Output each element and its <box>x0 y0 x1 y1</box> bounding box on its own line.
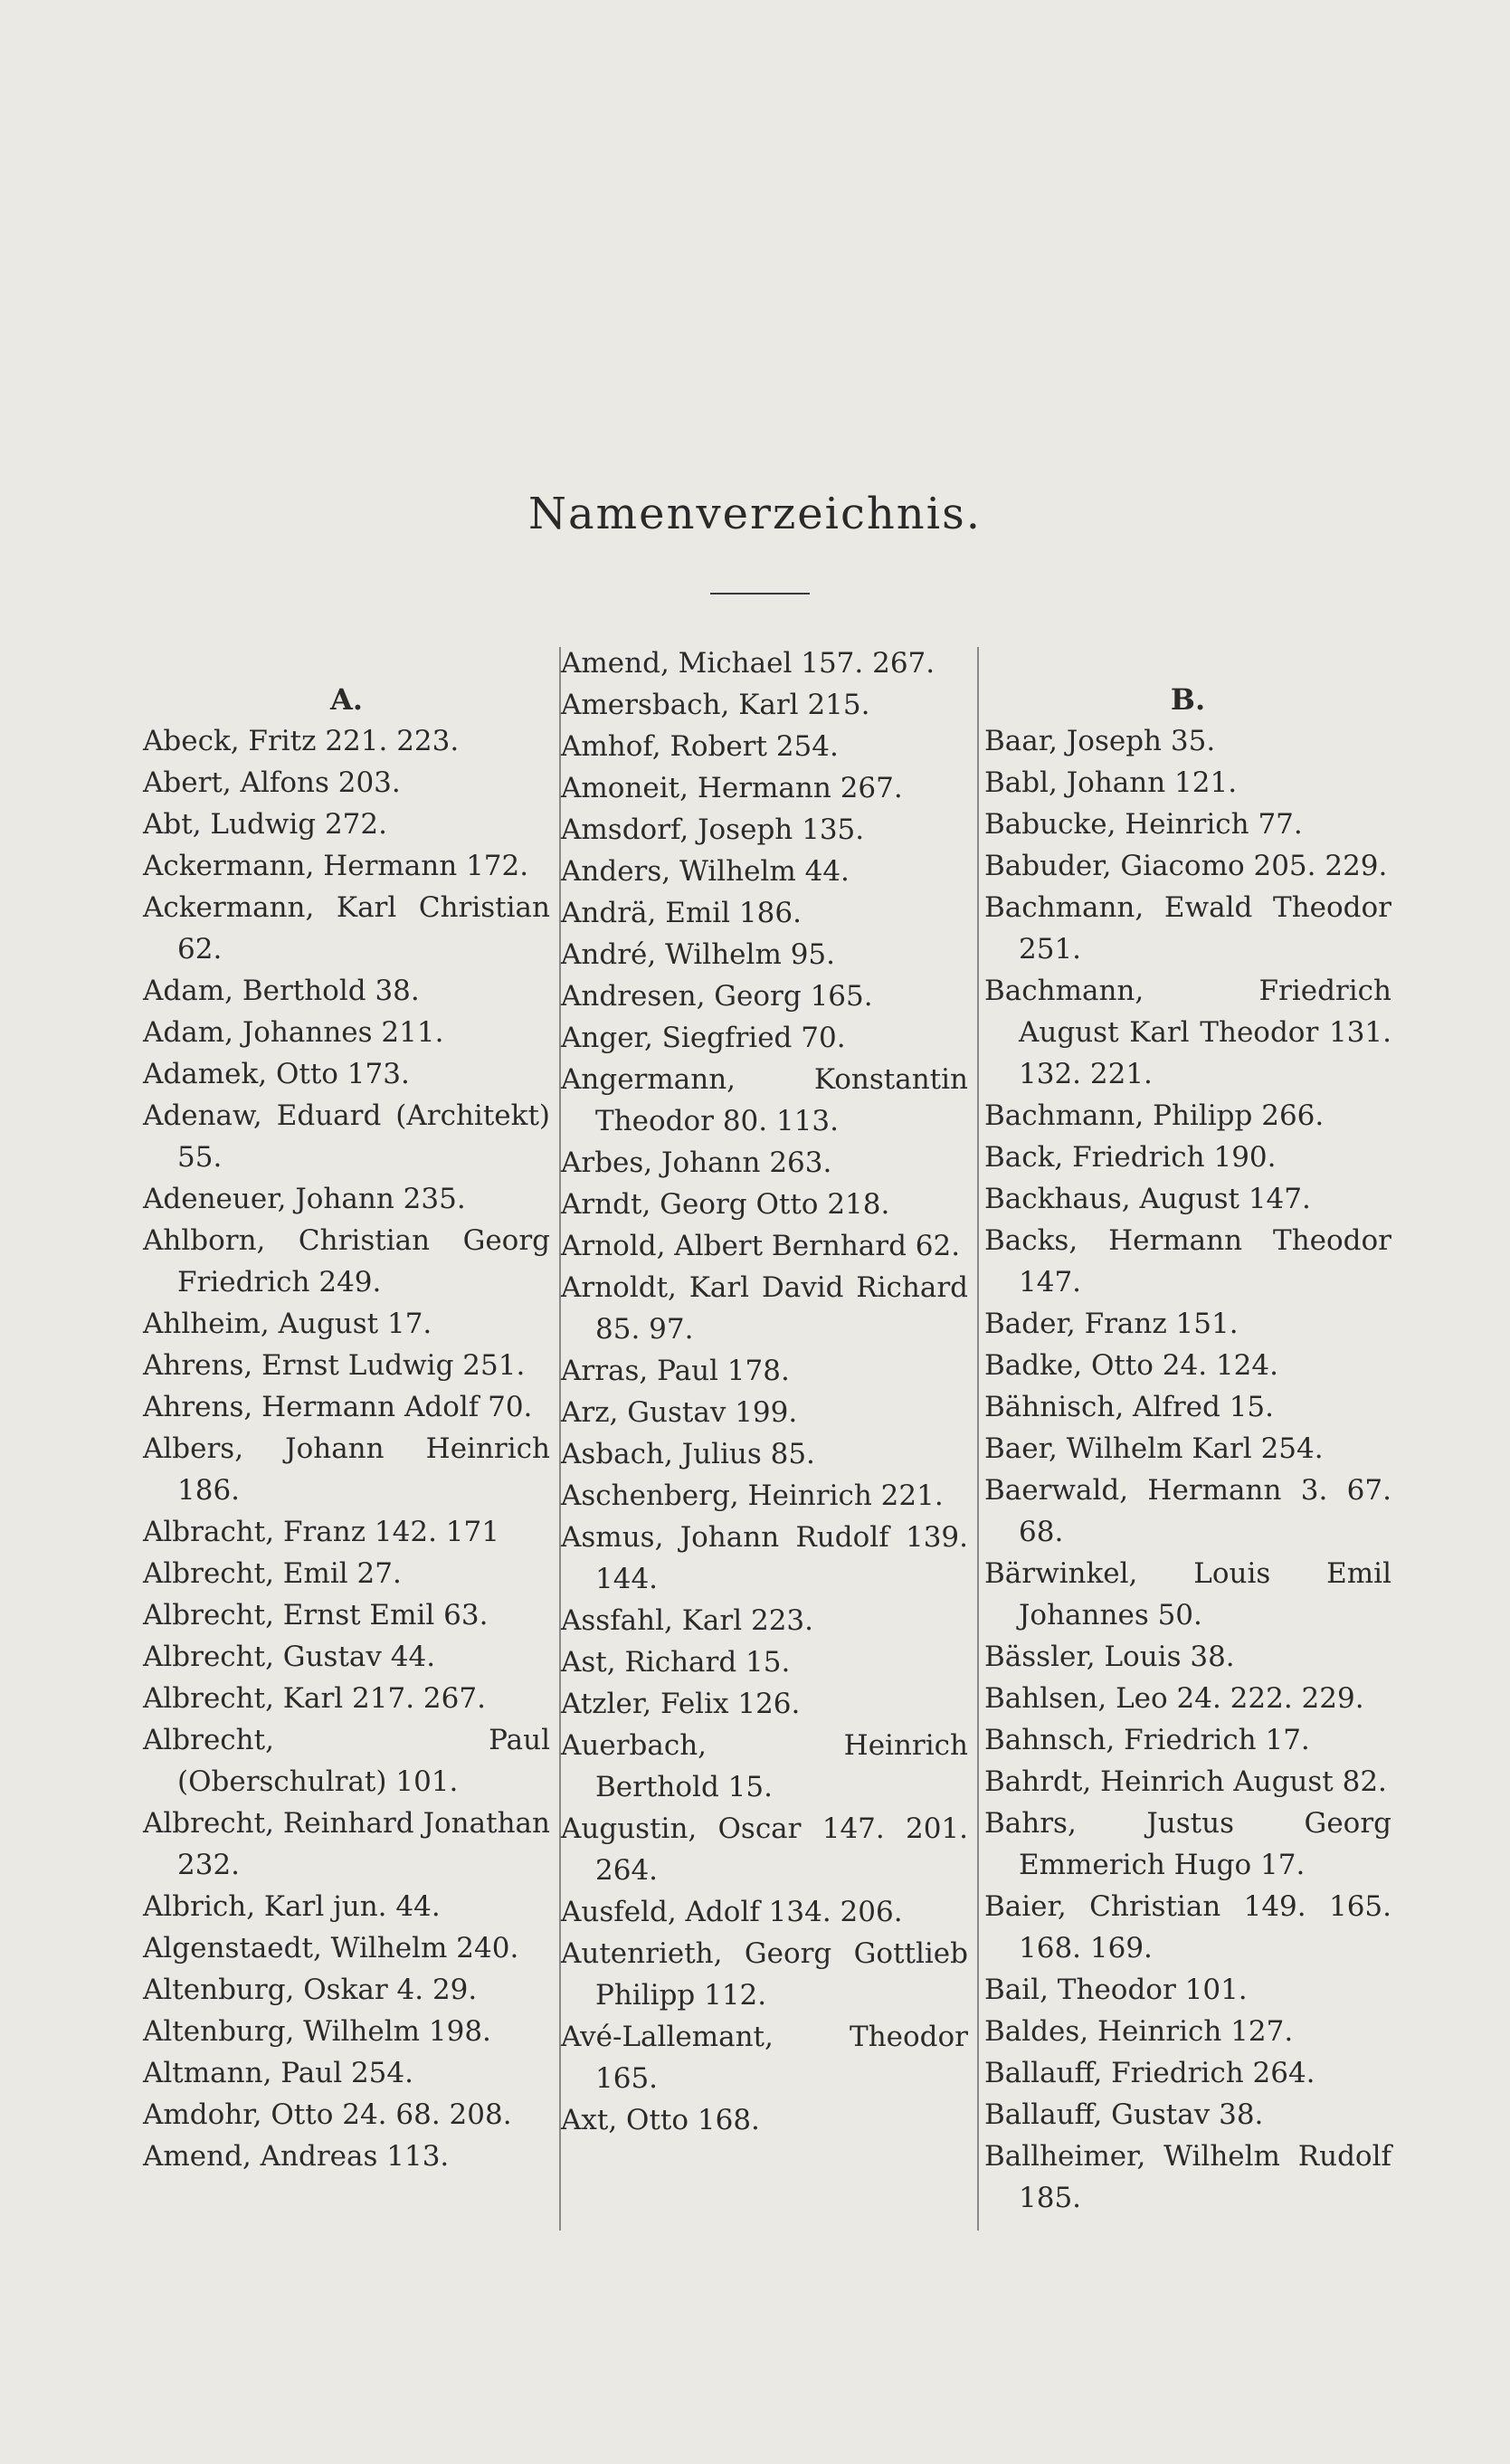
column-divider-2 <box>977 647 979 2231</box>
index-entry: Avé-Lallemant, Theodor 165. <box>561 2021 968 2095</box>
index-entry: Back, Friedrich 190. <box>984 1141 1277 1174</box>
index-entry: Arnold, Albert Bernhard 62. <box>561 1230 961 1262</box>
index-entry: Bahnsch, Friedrich 17. <box>984 1724 1310 1756</box>
index-entry: Aschenberg, Heinrich 221. <box>561 1479 944 1512</box>
index-entry: Albrecht, Paul (Oberschulrat) 101. <box>143 1724 550 1798</box>
index-entry: Ahrens, Ernst Ludwig 251. <box>143 1349 526 1382</box>
index-entry: Andresen, Georg 165. <box>561 980 873 1013</box>
index-entry: Ballauff, Gustav 38. <box>984 2098 1264 2131</box>
index-entry: Amsdorf, Joseph 135. <box>561 813 865 846</box>
index-entry: Ast, Richard 15. <box>561 1646 791 1679</box>
index-entry: Amhof, Robert 254. <box>561 730 839 763</box>
index-entry: Amersbach, Karl 215. <box>561 689 870 721</box>
index-entry: Babuder, Giacomo 205. 229. <box>984 850 1388 882</box>
index-entry: Ausfeld, Adolf 134. 206. <box>561 1896 903 1928</box>
index-entry: Amend, Andreas 113. <box>143 2140 450 2173</box>
index-entry: Badke, Otto 24. 124. <box>984 1349 1278 1382</box>
index-entry: Abeck, Fritz 221. 223. <box>143 725 460 757</box>
index-entry: Bahrdt, Heinrich August 82. <box>984 1765 1387 1798</box>
entries-c <box>984 720 1391 2219</box>
index-entry: Altmann, Paul 254. <box>143 2057 413 2089</box>
index-entry: Backhaus, August 147. <box>984 1183 1311 1215</box>
index-entry: Assfahl, Karl 223. <box>561 1604 813 1637</box>
index-entry: Augustin, Oscar 147. 201. 264. <box>561 1812 968 1887</box>
index-entry: Auerbach, Heinrich Berthold 15. <box>561 1729 968 1803</box>
index-entry: Altenburg, Wilhelm 198. <box>143 2015 491 2048</box>
index-entry: Babl, Johann 121. <box>984 766 1238 799</box>
column-b <box>561 642 968 2141</box>
index-entry: Albrecht, Emil 27. <box>143 1557 402 1590</box>
page-title: Namenverzeichnis. <box>528 489 982 539</box>
index-entry: Bässler, Louis 38. <box>984 1641 1235 1673</box>
index-entry: Ackermann, Hermann 172. <box>143 850 529 882</box>
index-entry: Baier, Christian 149. 165. 168. 169. <box>984 1890 1391 1965</box>
index-entry: André, Wilhelm 95. <box>561 938 835 971</box>
index-entry: Algenstaedt, Wilhelm 240. <box>143 1932 519 1965</box>
index-entry: Baer, Wilhelm Karl 254. <box>984 1432 1324 1465</box>
index-entry: Anger, Siegfried 70. <box>561 1022 846 1054</box>
index-entry: Albrecht, Reinhard Jonathan 232. <box>143 1807 550 1881</box>
index-entry: Amoneit, Hermann 267. <box>561 772 903 804</box>
index-entry: Ballauff, Friedrich 264. <box>984 2057 1315 2089</box>
index-entry: Bachmann, Philipp 266. <box>984 1099 1325 1132</box>
index-entry: Arras, Paul 178. <box>561 1355 790 1387</box>
index-entry: Albracht, Franz 142. 171 <box>143 1516 499 1548</box>
column-c <box>984 642 1391 2219</box>
index-entry: Ahrens, Hermann Adolf 70. <box>143 1391 533 1423</box>
index-entry: Albers, Johann Heinrich 186. <box>143 1432 550 1507</box>
index-entry: Altenburg, Oskar 4. 29. <box>143 1974 478 2006</box>
index-entry: Bahrs, Justus Georg Emmerich Hugo 17. <box>984 1807 1391 1881</box>
index-entry: Ahlborn, Christian Georg Friedrich 249. <box>143 1224 550 1299</box>
index-entry: Arndt, Georg Otto 218. <box>561 1188 890 1221</box>
index-entry: Albrecht, Ernst Emil 63. <box>143 1599 489 1632</box>
index-entry: Babucke, Heinrich 77. <box>984 808 1303 841</box>
index-entry: Arz, Gustav 199. <box>561 1396 798 1429</box>
index-entry: Backs, Hermann Theodor 147. <box>984 1224 1391 1299</box>
index-entry: Bachmann, Friedrich August Karl Theodor 131. 132. 221. <box>984 975 1391 1090</box>
index-entry: Atzler, Felix 126. <box>561 1688 801 1720</box>
section-letter-b: B. <box>1170 682 1206 717</box>
index-entry: Baldes, Heinrich 127. <box>984 2015 1294 2048</box>
index-entry: Arbes, Johann 263. <box>561 1146 832 1179</box>
index-entry: Baerwald, Hermann 3. 67. 68. <box>984 1474 1391 1548</box>
index-entry: Bärwinkel, Louis Emil Johannes 50. <box>984 1557 1391 1632</box>
index-entry: Angermann, Konstantin Theodor 80. 113. <box>561 1063 968 1137</box>
entries-b <box>561 642 968 2141</box>
index-entry: Adam, Berthold 38. <box>143 975 420 1007</box>
index-entry: Bahlsen, Leo 24. 222. 229. <box>984 1682 1364 1715</box>
index-entry: Albrecht, Gustav 44. <box>143 1641 436 1673</box>
index-entry: Amdohr, Otto 24. 68. 208. <box>143 2098 512 2131</box>
index-entry: Abert, Alfons 203. <box>143 766 401 799</box>
index-entry: Amend, Michael 157. 267. <box>561 647 935 680</box>
index-entry: Adenaw, Eduard (Architekt) 55. <box>143 1099 550 1174</box>
index-entry: Bader, Franz 151. <box>984 1308 1239 1340</box>
title-rule <box>710 593 810 595</box>
index-entry: Autenrieth, Georg Gottlieb Philipp 112. <box>561 1937 968 2012</box>
index-entry: Bail, Theodor 101. <box>984 1974 1248 2006</box>
index-entry: Ballheimer, Wilhelm Rudolf 185. <box>984 2140 1391 2214</box>
index-entry: Adamek, Otto 173. <box>143 1058 410 1090</box>
entries-a <box>143 720 550 2177</box>
index-entry: Adam, Johannes 211. <box>143 1016 444 1049</box>
index-entry: Ahlheim, August 17. <box>143 1308 432 1340</box>
index-entry: Abt, Ludwig 272. <box>143 808 387 841</box>
index-entry: Bachmann, Ewald Theodor 251. <box>984 891 1391 966</box>
column-a <box>143 642 550 2177</box>
section-letter-a: A. <box>330 682 363 717</box>
index-entry: Asmus, Johann Rudolf 139. 144. <box>561 1521 968 1595</box>
index-entry: Anders, Wilhelm 44. <box>561 855 850 888</box>
index-entry: Andrä, Emil 186. <box>561 897 802 929</box>
index-entry: Ackermann, Karl Christian 62. <box>143 891 550 966</box>
index-entry: Arnoldt, Karl David Richard 85. 97. <box>561 1271 968 1346</box>
index-entry: Bähnisch, Alfred 15. <box>984 1391 1274 1423</box>
index-entry: Adeneuer, Johann 235. <box>143 1183 466 1215</box>
index-entry: Albrich, Karl jun. 44. <box>143 1890 441 1923</box>
index-entry: Asbach, Julius 85. <box>561 1438 815 1470</box>
index-entry: Baar, Joseph 35. <box>984 725 1216 757</box>
index-entry: Albrecht, Karl 217. 267. <box>143 1682 486 1715</box>
index-entry: Axt, Otto 168. <box>561 2104 760 2136</box>
